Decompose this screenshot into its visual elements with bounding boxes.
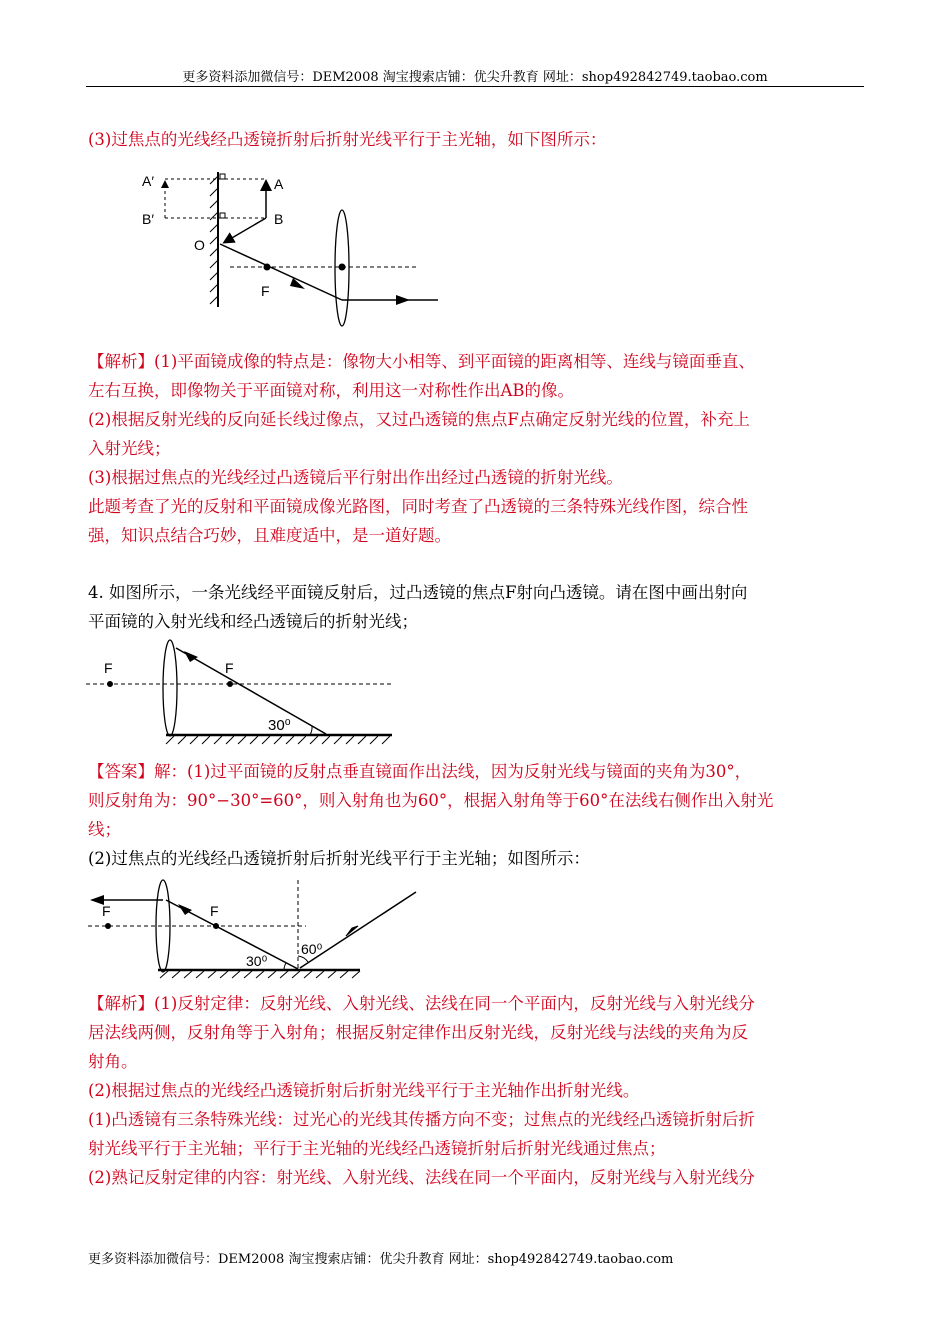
header-rule [86, 86, 864, 87]
label-b-prime: B′ [142, 211, 154, 227]
focus-point [264, 264, 271, 271]
analysis2-line7: (2)熟记反射定律的内容：射光线、入射光线、法线在同一个平面内，反射光线与入射光线分 [88, 1168, 755, 1187]
analysis1-line5: (3)根据过焦点的光线经过凸透镜后平行射出作出经过凸透镜的折射光线。 [88, 468, 623, 487]
part3-answer: (3)过焦点的光线经凸透镜折射后折射光线平行于主光轴，如下图所示： [88, 130, 607, 149]
analysis1-line4: 入射光线； [88, 439, 171, 458]
label-f-right: F [210, 903, 219, 919]
incident-ray [225, 218, 266, 242]
optical-center [339, 264, 346, 271]
label-f-right: F [225, 660, 234, 676]
mirror-hatching [160, 971, 360, 978]
analysis2-line1: 【解析】(1)反射定律：反射光线、入射光线、法线在同一个平面内，反射光线与入射光线分 [88, 994, 755, 1013]
figure-question4 [86, 638, 396, 748]
focus-right [227, 681, 233, 687]
mirror-hatching [210, 176, 218, 304]
label-a-prime: A′ [142, 173, 154, 189]
page-header: 更多资料添加微信号：DEM2008 淘宝搜索店铺：优尖升教育 网址：shop492842749.taobao.com [182, 70, 768, 85]
figure-mirror-lens [130, 162, 450, 334]
analysis1-line2: 左右互换，即像物关于平面镜对称，利用这一对称性作出AB的像。 [88, 381, 575, 400]
angle-arc [310, 726, 312, 735]
label-angle: 30⁰ [268, 717, 291, 734]
analysis1-line6: 此题考查了光的反射和平面镜成像光路图，同时考查了凸透镜的三条特殊光线作图，综合性 [88, 497, 748, 516]
question4-line1: 4. 如图所示，一条光线经平面镜反射后，过凸透镜的焦点F射向凸透镜。请在图中画出射向 [88, 583, 748, 602]
convex-lens [163, 640, 177, 736]
analysis1-line1: 【解析】(1)平面镜成像的特点是：像物大小相等、到平面镜的距离相等、连线与镜面垂直、 [88, 352, 755, 371]
figure-answer4 [86, 874, 426, 980]
label-f-left: F [102, 903, 111, 919]
analysis1-line3: (2)根据反射光线的反向延长线过像点，又过凸透镜的焦点F点确定反射光线的位置，补充上 [88, 410, 750, 429]
answer4-line4: (2)过焦点的光线经凸透镜折射后折射光线平行于主光轴；如图所示： [88, 849, 590, 868]
page-footer: 更多资料添加微信号：DEM2008 淘宝搜索店铺：优尖升教育 网址：shop492842749.taobao.com [88, 1252, 674, 1267]
mirror-hatching [166, 736, 390, 744]
answer4-line3: 线； [88, 820, 121, 839]
label-f: F [261, 283, 270, 299]
question4-line2: 平面镜的入射光线和经凸透镜后的折射光线； [88, 612, 418, 631]
analysis2-line4: (2)根据过焦点的光线经凸透镜折射后折射光线平行于主光轴作出折射光线。 [88, 1081, 640, 1100]
label-o: O [194, 237, 205, 253]
focus-left [107, 681, 113, 687]
label-b: B [274, 211, 284, 227]
answer4-line2: 则反射角为：90°−30°=60°，则入射角也为60°，根据入射角等于60°在法线右侧作出入射光 [88, 791, 774, 810]
analysis2-line5: (1)凸透镜有三条特殊光线：过光心的光线其传播方向不变；过焦点的光线经凸透镜折射后折 [88, 1110, 755, 1129]
reflected-ray [220, 244, 342, 300]
answer4-line1: 【答案】解：(1)过平面镜的反射点垂直镜面作出法线，因为反射光线与镜面的夹角为30°， [88, 762, 752, 781]
analysis2-line6: 射光线平行于主光轴；平行于主光轴的光线经凸透镜折射后折射光线通过焦点； [88, 1139, 666, 1158]
label-f-left: F [104, 660, 113, 676]
focus-left [105, 923, 111, 929]
label-angle-30: 30⁰ [246, 953, 268, 969]
analysis2-line2: 居法线两侧，反射角等于入射角；根据反射定律作出反射光线，反射光线与法线的夹角为反 [88, 1023, 748, 1042]
analysis1-line7: 强，知识点结合巧妙，且难度适中，是一道好题。 [88, 526, 451, 545]
label-angle-60: 60⁰ [301, 941, 323, 957]
analysis2-line3: 射角。 [88, 1052, 138, 1071]
label-a: A [274, 176, 284, 192]
reflected-ray [176, 648, 326, 734]
